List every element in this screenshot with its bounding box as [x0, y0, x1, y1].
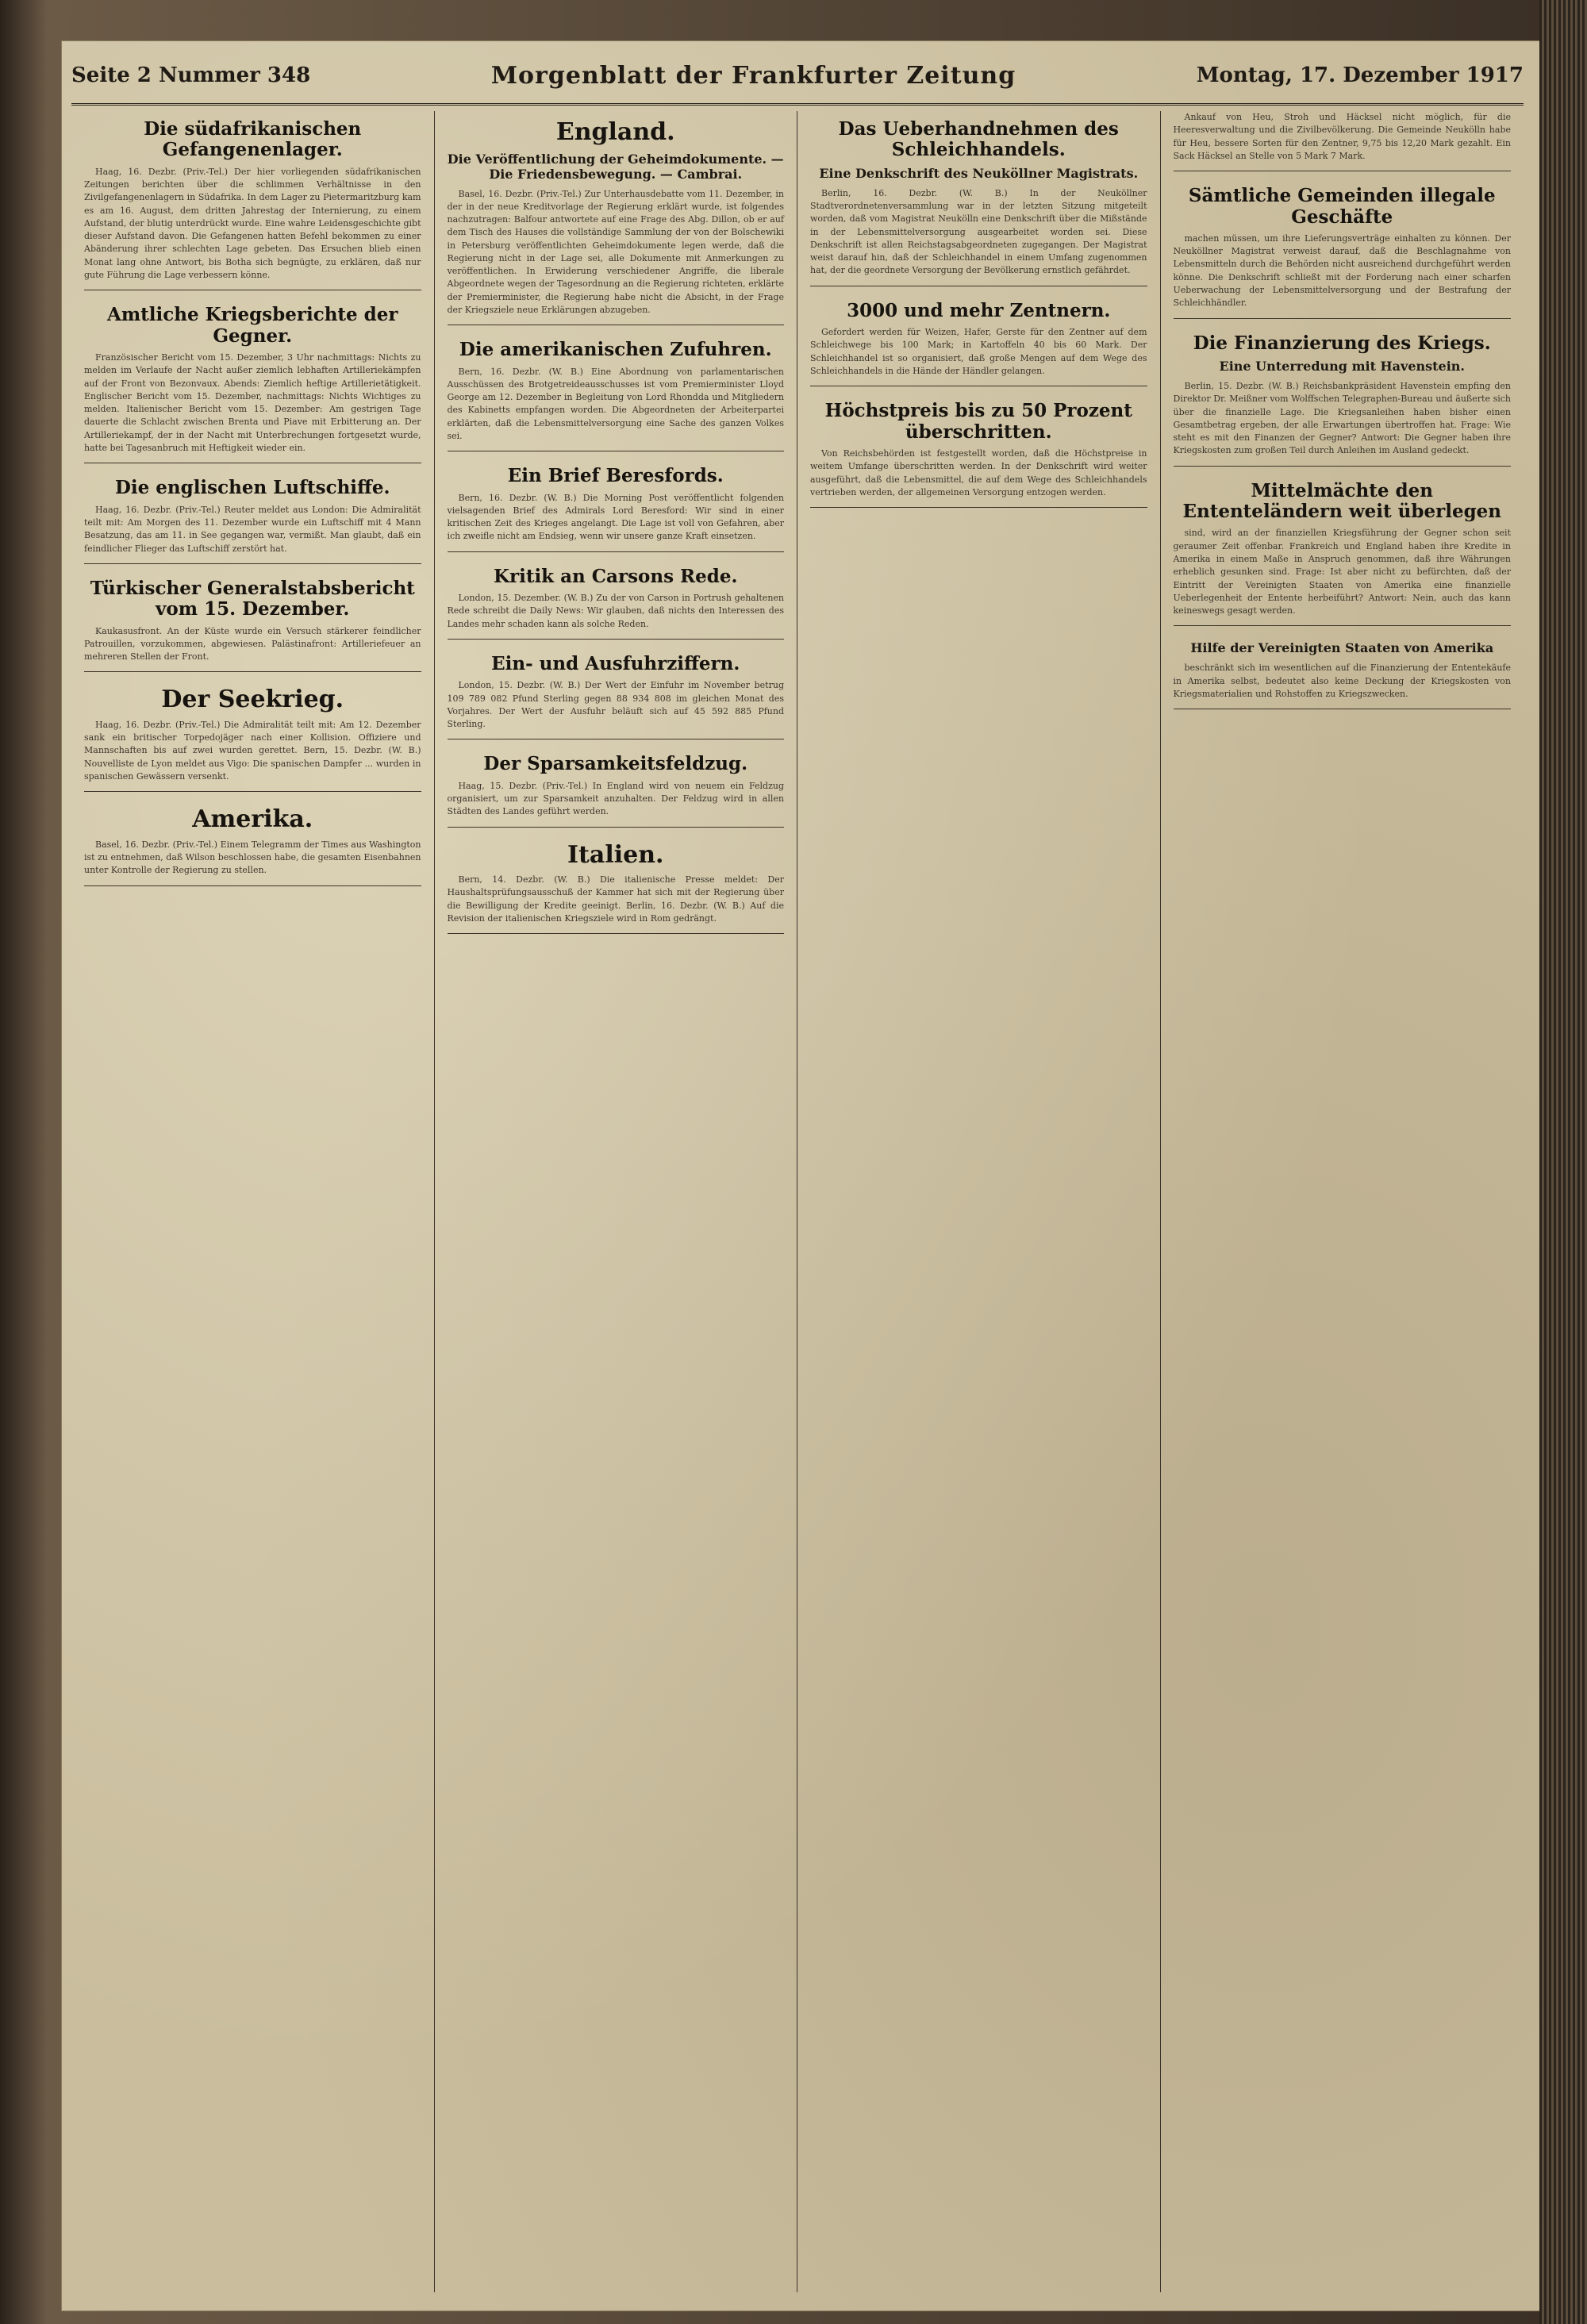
- article-headline: Das Ueberhandnehmen des Schleichhandels.: [838, 118, 1119, 161]
- article: [448, 340, 785, 451]
- article-headline: Türkischer Generalstabsbericht vom 15. Dezember.: [90, 577, 415, 620]
- masthead: [71, 48, 1524, 106]
- article: [448, 567, 785, 640]
- article: [84, 578, 421, 673]
- article-headline: England.: [555, 118, 675, 146]
- article-headline: Die südafrikanischen Gefangenenlager.: [144, 118, 362, 161]
- page-edge: [1539, 0, 1587, 2324]
- article-body: Ankauf von Heu, Stroh und Häcksel nicht möglich, für die Heeresverwaltung und die Zivilbevölkerung. Die Gemeinde Neukölln habe für Heu, bessere Sorten für den Zentner, 9,75 bis 12,20 Mark gezahlt. Ein Sack Häcksel an Stelle von 5 Mark 7 Mark.: [1173, 112, 1511, 161]
- article-headline: 3000 und mehr Zentnern.: [847, 299, 1111, 321]
- article-body: Haag, 15. Dezbr. (Priv.-Tel.) In England wird von neuem ein Feldzug organisiert, um zur Sparsamkeit anzuhalten. Der Feldzug wird in allen Städten des Landes geführt werden.: [447, 780, 784, 817]
- article-headline: Amerika.: [192, 805, 313, 834]
- column-4: [1161, 111, 1524, 2292]
- article-subhead: Eine Denkschrift des Neuköllner Magistrats.: [819, 165, 1139, 181]
- divider: [84, 671, 421, 672]
- article-headline: Amtliche Kriegsberichte der Gegner.: [106, 304, 398, 347]
- article-subhead: Eine Unterredung mit Havenstein.: [1219, 358, 1465, 374]
- divider: [84, 791, 421, 792]
- article-body: Von Reichsbehörden ist festgestellt worden, daß die Höchstpreise in weitem Umfange überschritten werden. In der Denkschrift wird weiter ausgeführt, daß die Lebensmittel, die auf dem Wege des Schleichhandels vertrieben werden, der allgemeinen Versorgung entzogen werden.: [810, 448, 1147, 497]
- article-headline: Ein Brief Beresfords.: [507, 465, 724, 487]
- article-body: Bern, 16. Dezbr. (W. B.) Die Morning Post veröffentlicht folgenden vielsagenden Brief des Admirals Lord Beresford: Wir sind in einer kritischen Zeit des Krieges angelangt. Die Lage ist voll von Gefahren, aber ich zweifle nicht am Endsieg, wenn wir unsere ganze Kraft einsetzen.: [447, 492, 784, 542]
- article-body: Bern, 16. Dezbr. (W. B.) Eine Abordnung von parlamentarischen Ausschüssen des Brotgetreideausschusses ist vom Premierminister Lloyd George am 12. Dezember in Begleitung von Lord Rhondda und Mitgliedern des Kabinetts empfangen worden. Die Abgeordneten der Arbeiterpartei erklärten, daß die Lebensmittelversorgung eine Sache des ganzen Volkes sei.: [447, 366, 784, 441]
- article-subhead: Die Veröffentlichung der Geheimdokumente. — Die Friedensbewegung. — Cambrai.: [447, 151, 784, 182]
- article-body: Französischer Bericht vom 15. Dezember, 3 Uhr nachmittags: Nichts zu melden im Verlaufe der Nacht außer ziemlich lebhaften Artilleriekämpfen auf der Front von Bezonvaux. Abends: Ziemlich heftige Artillerietätigkeit. Englischer Bericht vom 15. Dezember, nachmittags: Nichts Wichtiges zu melden. Italienischer Bericht vom 15. Dezember: Am gestrigen Tage dauerte die Schlacht zwischen Brenta und Piave mit Erbitterung an. Der Artilleriekampf, der in der Nacht mit Unterbrechungen fortgesetzt wurde, hatte bei Tagesanbruch mit Heftigkeit wieder ein.: [84, 352, 421, 453]
- divider: [448, 639, 785, 640]
- article-body: Haag, 16. Dezbr. (Priv.-Tel.) Die Admiralität teilt mit: Am 12. Dezember sank ein britischer Torpedojäger nach einer Kollision. Offiziere und Mannschaften bis auf zwei wurden gerettet. Bern, 15. Dezbr. (W. B.) Nouvelliste de Lyon meldet aus Vigo: Die spanischen Dampfer ... wurden in spanischen Gewässern versenkt.: [84, 719, 421, 782]
- article: [810, 119, 1147, 286]
- article-headline: Höchstpreis bis zu 50 Prozent überschritten.: [824, 400, 1132, 443]
- article-headline: Kritik an Carsons Rede.: [493, 565, 738, 587]
- divider: [448, 551, 785, 552]
- article: [448, 654, 785, 740]
- article-body: Kaukasusfront. An der Küste wurde ein Versuch stärkerer feindlicher Patrouillen, vorzukommen, abgewiesen. Palästinafront: Artilleriefeuer an mehreren Stellen der Front.: [84, 625, 421, 663]
- article: [84, 686, 421, 792]
- page-number: Seite 2 Nummer 348: [71, 63, 311, 87]
- article: [84, 478, 421, 564]
- article-headline: Die Finanzierung des Kriegs.: [1193, 332, 1491, 354]
- article-body: Berlin, 16. Dezbr. (W. B.) In der Neuköllner Stadtverordnetenversammlung war in der letzten Sitzung mitgeteilt worden, daß vom Magistrat Neukölln eine Denkschrift über die Mißstände in der Lebensmittelversorgung ausgearbeitet worden sei. Diese Denkschrift ist allen Reichstagsabgeordneten zugegangen. Der Magistrat weist darauf hin, daß der Schleichhandel in einem Umfang zugenommen hat, der die geordnete Versorgung der Bevölkerung ernstlich gefährdet.: [810, 187, 1147, 276]
- divider: [1174, 625, 1512, 626]
- issue-date: Montag, 17. Dezember 1917: [1196, 63, 1524, 87]
- article-headline: Der Seekrieg.: [161, 686, 344, 714]
- column-3: [797, 111, 1161, 2292]
- article: [810, 301, 1147, 387]
- newspaper-title: Morgenblatt der Frankfurter Zeitung: [490, 61, 1016, 90]
- article: [1174, 640, 1512, 709]
- divider: [810, 507, 1147, 508]
- article-body: London, 15. Dezember. (W. B.) Zu der von Carson in Portrush gehaltenen Rede schreibt die Daily News: Wir glauben, daß nichts den Interessen des Landes mehr schaden kann als solche Reden.: [447, 593, 784, 629]
- article-body: Bern, 14. Dezbr. (W. B.) Die italienische Presse meldet: Der Haushaltsprüfungsausschuß der Kammer hat sich mit der Regierung über die Bewilligung der Kredite geeinigt. Berlin, 16. Dezbr. (W. B.) Auf die Revision der italienischen Kriegsziele wird in Rom gedrängt.: [447, 874, 784, 924]
- article-body: Basel, 16. Dezbr. (Priv.-Tel.) Zur Unterhausdebatte vom 11. Dezember, in der in der neue Kreditvorlage der Regierung erklärt wurde, ist folgendes nachzutragen: Balfour antwortete auf eine Frage des Abg. Dillon, ob er auf dem Tisch des Hauses die vollständige Sammlung der von der Bolschewiki in Petersburg veröffentlichten Geheimdokumente legen werde, daß die Regierung nicht in der Lage sei, alle Dokumente mit Anmerkungen zu veröffentlichen. In Erwiderung verschiedener Angriffe, die liberale Abgeordnete wegen der Tagesordnung an die Regierung richteten, erklärte der Premierminister, die Regierung habe nicht die Absicht, in der Frage der Kriegsziele neue Erklärungen abzugeben.: [447, 188, 784, 315]
- article: [1174, 186, 1512, 318]
- article-headline: Ein- und Ausfuhrziffern.: [491, 652, 740, 674]
- article-headline: Sämtliche Gemeinden illegale Geschäfte: [1188, 185, 1496, 228]
- article-body: Basel, 16. Dezbr. (Priv.-Tel.) Einem Telegramm der Times aus Washington ist zu entnehmen, daß Wilson beschlossen habe, die gesamten Eisenbahnen unter Kontrolle der Regierung zu stellen.: [84, 839, 421, 876]
- article-headline: Der Sparsamkeitsfeldzug.: [483, 753, 748, 775]
- article: [810, 401, 1147, 508]
- article: [1174, 111, 1512, 171]
- article-body: machen müssen, um ihre Lieferungsverträge einhalten zu können. Der Neuköllner Magistrat verweist darauf, daß die Beschlagnahme von Lebensmitteln durch die Behörden nicht ausreichend durchgeführt werden könne. Die Denkschrift schließt mit der Forderung nach einer scharfen Ueberwachung der Lebensmittelversorgung und der Bestrafung der Schleichhändler.: [1173, 232, 1511, 309]
- article: [1174, 333, 1512, 467]
- article: [448, 754, 785, 827]
- article-body: London, 15. Dezbr. (W. B.) Der Wert der Einfuhr im November betrug 109 789 082 Pfund Sterling gegen 88 934 808 im gleichen Monat des Vorjahres. Der Wert der Ausfuhr beläuft sich auf 45 592 885 Pfund Sterling.: [447, 680, 784, 730]
- article-body: Gefordert werden für Weizen, Hafer, Gerste für den Zentner auf dem Schleichwege bis 100 Mark; in Kartoffeln 40 bis 60 Mark. Der Schleichhandel ist so organisiert, daß große Mengen auf dem Wege des Schleichhandels in die Hände der Händler gelangen.: [810, 327, 1147, 376]
- article-subhead: Hilfe der Vereinigten Staaten von Amerika: [1190, 640, 1494, 656]
- article: [448, 842, 785, 935]
- divider: [1174, 466, 1512, 467]
- article-body: Haag, 16. Dezbr. (Priv.-Tel.) Reuter meldet aus London: Die Admiralität teilt mit: Am Morgen des 11. Dezember wurde ein Luftschiff mit 4 Mann Besatzung, das am 11. in See gegangen war, vermißt. Man glaubt, daß ein feindlicher Flieger das Luftschiff zerstört hat.: [84, 504, 421, 554]
- article: [84, 119, 421, 290]
- article-body: Haag, 16. Dezbr. (Priv.-Tel.) Der hier vorliegenden südafrikanischen Zeitungen berichten über die schlimmen Verhältnisse in den Zivilgefangenenlagern in Südafrika. In dem Lager zu Pietermaritzburg kam es am 16. August, dem dritten Jahrestag der Internierung, zu einem Aufstand, der blutig unterdrückt wurde. Eine wahre Leidensgeschichte gibt dieser Aufstand davon. Die Gefangenen hatten Befehl bekommen zu einer Abänderung ihrer schlechten Lage gebeten. Das Ersuchen blieb einen Monat lang ohne Antwort, bis Botha sich begnügte, zu erklären, daß nur gute Führung die Lage verbessern könne.: [84, 166, 421, 280]
- article: [84, 806, 421, 885]
- divider: [84, 563, 421, 564]
- divider: [1174, 318, 1512, 319]
- divider: [448, 933, 785, 934]
- column-2: [435, 111, 798, 2292]
- article: [1174, 481, 1512, 627]
- columns: [71, 111, 1524, 2292]
- divider: [84, 885, 421, 886]
- article-body: Berlin, 15. Dezbr. (W. B.) Reichsbankpräsident Havenstein empfing den Direktor Dr. Meißner vom Wolffschen Telegraphen-Bureau und äußerte sich über die finanzielle Lage. Die Kriegsanleihen haben bisher einen Gesamtbetrag ergeben, der alle Erwartungen übertroffen hat. Frage: Wie steht es mit den Finanzen der Gegner? Antwort: Die Gegner haben ihre Kriegskosten zum großen Teil durch Anleihen im Ausland gedeckt.: [1173, 380, 1511, 456]
- article-headline: Die amerikanischen Zufuhren.: [459, 339, 772, 361]
- article-headline: Mittelmächte den Ententeländern weit überlegen: [1182, 479, 1502, 522]
- divider: [448, 827, 785, 828]
- column-1: [71, 111, 435, 2292]
- article-headline: Italien.: [567, 840, 664, 869]
- article-body: sind, wird an der finanziellen Kriegsführung der Gegner schon seit geraumer Zeit offenbar. Frankreich und England haben ihre Kredite in Amerika in einem Maße in Anspruch genommen, daß ihre Währungen erheblich gesunken sind. Frage: Ist aber nicht zu befürchten, daß der Eintritt der Vereinigten Staaten von Amerika eine finanzielle Ueberlegenheit der Entente herbeiführt? Antwort: Nein, auch das kann keineswegs gesagt werden.: [1173, 528, 1511, 617]
- article: [448, 466, 785, 552]
- article-headline: Die englischen Luftschiffe.: [114, 477, 390, 499]
- article: [84, 305, 421, 463]
- article: [448, 119, 785, 325]
- article-body: beschränkt sich im wesentlichen auf die Finanzierung der Ententekäufe in Amerika selbst, bedeutet also keine Deckung der Kriegskosten von Kriegsmaterialien und Rohstoffen zu Kriegszwecken.: [1173, 663, 1511, 699]
